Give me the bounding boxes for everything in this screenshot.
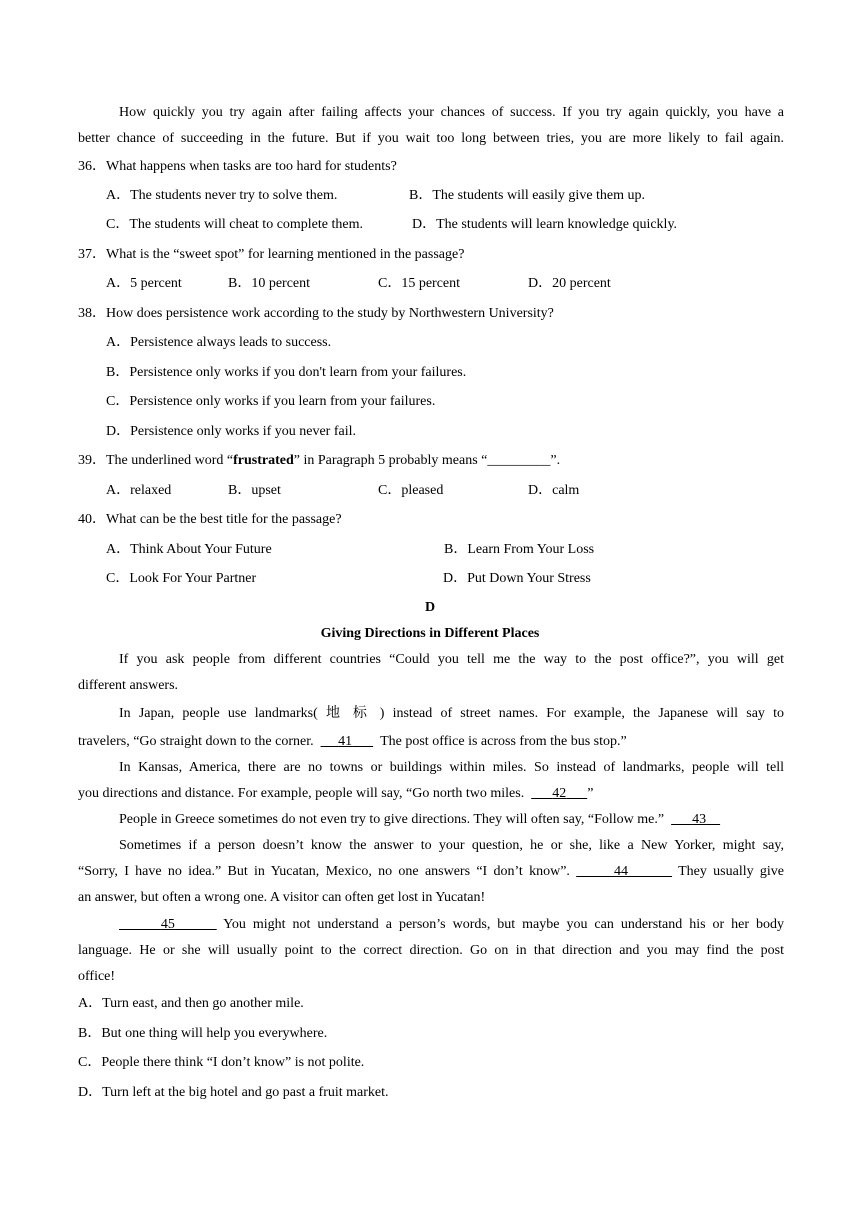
- question-39-stem-post: ” in Paragraph 5 probably means “_________”.: [293, 453, 561, 468]
- question-37-option-d: D．20 percent: [528, 276, 611, 291]
- passage-p3-line-2-post: ”: [587, 786, 594, 801]
- blank-41: [321, 734, 374, 749]
- question-38-option-c: C．Persistence only works if you learn from your failures.: [106, 394, 436, 409]
- question-36-option-a: A．The students never try to solve them.: [106, 188, 338, 203]
- passage-p6-line-3: office!: [78, 969, 116, 984]
- passage-p1-line-1: If you ask people from different countries “Could you tell me the way to the post office?”, you will get: [119, 652, 784, 667]
- question-39-stem-pre: 39．The underlined word “: [78, 453, 234, 468]
- passage-p3-line-1: In Kansas, America, there are no towns or buildings within miles. So instead of landmarks, people will tell: [119, 760, 784, 775]
- question-36-option-b: B．The students will easily give them up.: [409, 188, 646, 203]
- question-39-option-b: B．upset: [228, 483, 281, 498]
- passage-p1-line-2: different answers.: [78, 678, 179, 693]
- question-40-option-a: A．Think About Your Future: [106, 542, 272, 557]
- passage-p6-line-1: [119, 916, 784, 934]
- passage-p2-line-2-post: The post office is across from the bus stop.”: [380, 734, 627, 749]
- intro-line-1: How quickly you try again after failing affects your chances of success. If you try again quickly, you have a: [119, 105, 784, 120]
- question-36-stem: 36．What happens when tasks are too hard for students?: [78, 159, 397, 174]
- section-title: Giving Directions in Different Places: [320, 626, 540, 641]
- blank-45-number: 45: [160, 917, 175, 932]
- passage-p5-line-1: Sometimes if a person doesn’t know the answer to your question, he or she, like a New Yorker, might say,: [119, 838, 784, 853]
- blank-42-number: 42: [552, 786, 567, 801]
- question-38-option-b: B．Persistence only works if you don't learn from your failures.: [106, 365, 467, 380]
- question-40-option-b: B．Learn From Your Loss: [444, 542, 595, 557]
- question-37-option-b: B．10 percent: [228, 276, 311, 291]
- question-39-option-a: A．relaxed: [106, 483, 172, 498]
- blank-44-number: 44: [614, 864, 628, 879]
- passage-p3-line-2-pre: you directions and distance. For example, people will say, “Go north two miles.: [78, 786, 525, 801]
- question-40-option-c: C．Look For Your Partner: [106, 571, 257, 586]
- question-36-option-c: C．The students will cheat to complete them.: [106, 217, 363, 232]
- blank-44: [576, 864, 672, 879]
- blank-43-number: 43: [692, 812, 707, 827]
- choice-c: C．People there think “I don’t know” is not polite.: [78, 1055, 365, 1070]
- passage-p4-line-1: [119, 811, 720, 829]
- passage-p4-line-1-pre: People in Greece sometimes do not even try to give directions. They will often say, “Follow me.”: [119, 812, 665, 827]
- section-letter: D: [424, 600, 436, 615]
- underlined-word: frustrated: [233, 453, 294, 468]
- blank-41-number: 41: [338, 734, 353, 749]
- question-40-stem: 40．What can be the best title for the passage?: [78, 512, 342, 527]
- question-39-option-d: D．calm: [528, 483, 580, 498]
- question-38-stem: 38．How does persistence work according to the study by Northwestern University?: [78, 306, 554, 321]
- passage-p2-line-1: In Japan, people use landmarks( 地 标 ) instead of street names. For example, the Japanese will say to: [119, 706, 784, 721]
- question-39-stem: [78, 452, 560, 470]
- blank-43: [671, 812, 720, 827]
- passage-p6-line-2: language. He or she will usually point to the correct direction. Go on in that direction and you may find the post: [78, 943, 784, 958]
- question-38-option-d: D．Persistence only works if you never fail.: [106, 424, 356, 439]
- passage-p5-line-2: [78, 863, 784, 881]
- intro-line-2: better chance of succeeding in the future. But if you wait too long between tries, you are more likely to fail again.: [78, 131, 784, 146]
- passage-p2-line-2: [78, 733, 627, 751]
- blank-45: [119, 917, 217, 932]
- question-37-option-a: A．5 percent: [106, 276, 182, 291]
- passage-p6-line-1-post: You might not understand a person’s words, but maybe you can understand his or her body: [223, 917, 785, 932]
- question-38-option-a: A．Persistence always leads to success.: [106, 335, 332, 350]
- passage-p2-line-2-pre: travelers, “Go straight down to the corner.: [78, 734, 314, 749]
- question-37-option-c: C．15 percent: [378, 276, 461, 291]
- question-39-option-c: C．pleased: [378, 483, 444, 498]
- choice-d: D．Turn left at the big hotel and go past a fruit market.: [78, 1085, 389, 1100]
- choice-b: B．But one thing will help you everywhere.: [78, 1026, 328, 1041]
- choice-a: A．Turn east, and then go another mile.: [78, 996, 304, 1011]
- blank-42: [531, 786, 587, 801]
- passage-p3-line-2: [78, 785, 593, 803]
- passage-p5-line-2-pre: “Sorry, I have no idea.” But in Yucatan, Mexico, no one answers “I don’t know”.: [78, 864, 570, 879]
- question-36-option-d: D．The students will learn knowledge quickly.: [412, 217, 678, 232]
- question-37-stem: 37．What is the “sweet spot” for learning mentioned in the passage?: [78, 247, 465, 262]
- passage-p5-line-3: an answer, but often a wrong one. A visitor can often get lost in Yucatan!: [78, 890, 486, 905]
- question-40-option-d: D．Put Down Your Stress: [443, 571, 591, 586]
- passage-p5-line-2-post: They usually give: [678, 864, 785, 879]
